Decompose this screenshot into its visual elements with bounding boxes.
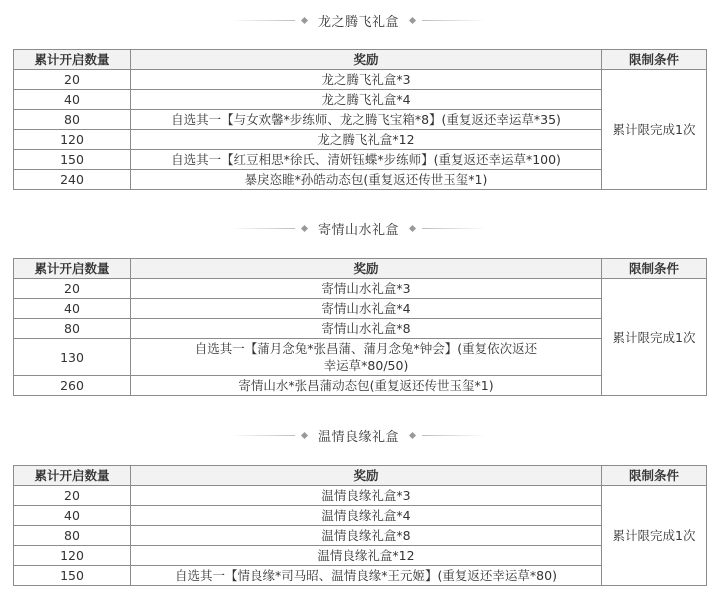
reward-cell: 自选其一【情良缘*司马昭、温情良缘*王元姬】(重复返还幸运草*80) xyxy=(131,566,602,586)
title-ornament-left xyxy=(231,18,314,23)
count-cell: 120 xyxy=(14,546,131,566)
section-title-1 xyxy=(0,9,717,31)
reward-cell: 寄情山水礼盒*3 xyxy=(131,279,602,299)
count-cell: 20 xyxy=(14,279,131,299)
section-title-2 xyxy=(0,217,717,239)
header-reward: 奖励 xyxy=(131,466,602,486)
reward-table-2 xyxy=(13,258,707,396)
table-row xyxy=(14,70,707,90)
reward-cell: 温情良缘礼盒*12 xyxy=(131,546,602,566)
header-limit: 限制条件 xyxy=(602,50,707,70)
table-header-row xyxy=(14,50,707,70)
reward-cell: 暴戾恣睢*孙皓动态包(重复返还传世玉玺*1) xyxy=(131,170,602,190)
header-count: 累计开启数量 xyxy=(14,50,131,70)
count-cell: 40 xyxy=(14,90,131,110)
count-cell: 40 xyxy=(14,299,131,319)
header-count: 累计开启数量 xyxy=(14,259,131,279)
header-limit: 限制条件 xyxy=(602,259,707,279)
header-limit: 限制条件 xyxy=(602,466,707,486)
count-cell: 240 xyxy=(14,170,131,190)
reward-cell: 温情良缘礼盒*4 xyxy=(131,506,602,526)
header-reward: 奖励 xyxy=(131,50,602,70)
count-cell: 130 xyxy=(14,339,131,376)
table-row xyxy=(14,279,707,299)
header-reward: 奖励 xyxy=(131,259,602,279)
count-cell: 40 xyxy=(14,506,131,526)
title-ornament-left xyxy=(231,433,314,438)
reward-cell: 寄情山水礼盒*4 xyxy=(131,299,602,319)
title-ornament-right xyxy=(403,226,486,231)
reward-cell: 自选其一【红豆相思*徐氏、清妍钰蝶*步练师】(重复返还幸运草*100) xyxy=(131,150,602,170)
reward-cell: 自选其一【与女欢馨*步练师、龙之腾飞宝箱*8】(重复返还幸运草*35) xyxy=(131,110,602,130)
title-ornament-right xyxy=(403,18,486,23)
limit-cell: 累计限完成1次 xyxy=(602,486,707,586)
count-cell: 150 xyxy=(14,150,131,170)
limit-cell: 累计限完成1次 xyxy=(602,279,707,396)
section-title-text: 龙之腾飞礼盒 xyxy=(317,14,399,30)
title-ornament-right xyxy=(403,433,486,438)
count-cell: 80 xyxy=(14,110,131,130)
reward-cell: 温情良缘礼盒*8 xyxy=(131,526,602,546)
reward-table-3 xyxy=(13,465,707,586)
reward-cell: 龙之腾飞礼盒*4 xyxy=(131,90,602,110)
reward-cell: 寄情山水*张昌蒲动态包(重复返还传世玉玺*1) xyxy=(131,376,602,396)
section-title-3 xyxy=(0,424,717,446)
count-cell: 120 xyxy=(14,130,131,150)
reward-cell: 龙之腾飞礼盒*3 xyxy=(131,70,602,90)
table-header-row xyxy=(14,466,707,486)
table-row xyxy=(14,486,707,506)
count-cell: 20 xyxy=(14,70,131,90)
reward-cell: 龙之腾飞礼盒*12 xyxy=(131,130,602,150)
reward-cell: 温情良缘礼盒*3 xyxy=(131,486,602,506)
count-cell: 150 xyxy=(14,566,131,586)
reward-cell: 寄情山水礼盒*8 xyxy=(131,319,602,339)
count-cell: 80 xyxy=(14,526,131,546)
section-title-text: 温情良缘礼盒 xyxy=(317,429,399,445)
count-cell: 20 xyxy=(14,486,131,506)
reward-table-1 xyxy=(13,49,707,190)
count-cell: 80 xyxy=(14,319,131,339)
title-ornament-left xyxy=(231,226,314,231)
count-cell: 260 xyxy=(14,376,131,396)
table-header-row xyxy=(14,259,707,279)
reward-cell: 自选其一【蒲月念兔*张昌蒲、蒲月念兔*钟会】(重复依次返还幸运草*80/50) xyxy=(131,339,602,376)
section-title-text: 寄情山水礼盒 xyxy=(317,222,399,238)
limit-cell: 累计限完成1次 xyxy=(602,70,707,190)
header-count: 累计开启数量 xyxy=(14,466,131,486)
